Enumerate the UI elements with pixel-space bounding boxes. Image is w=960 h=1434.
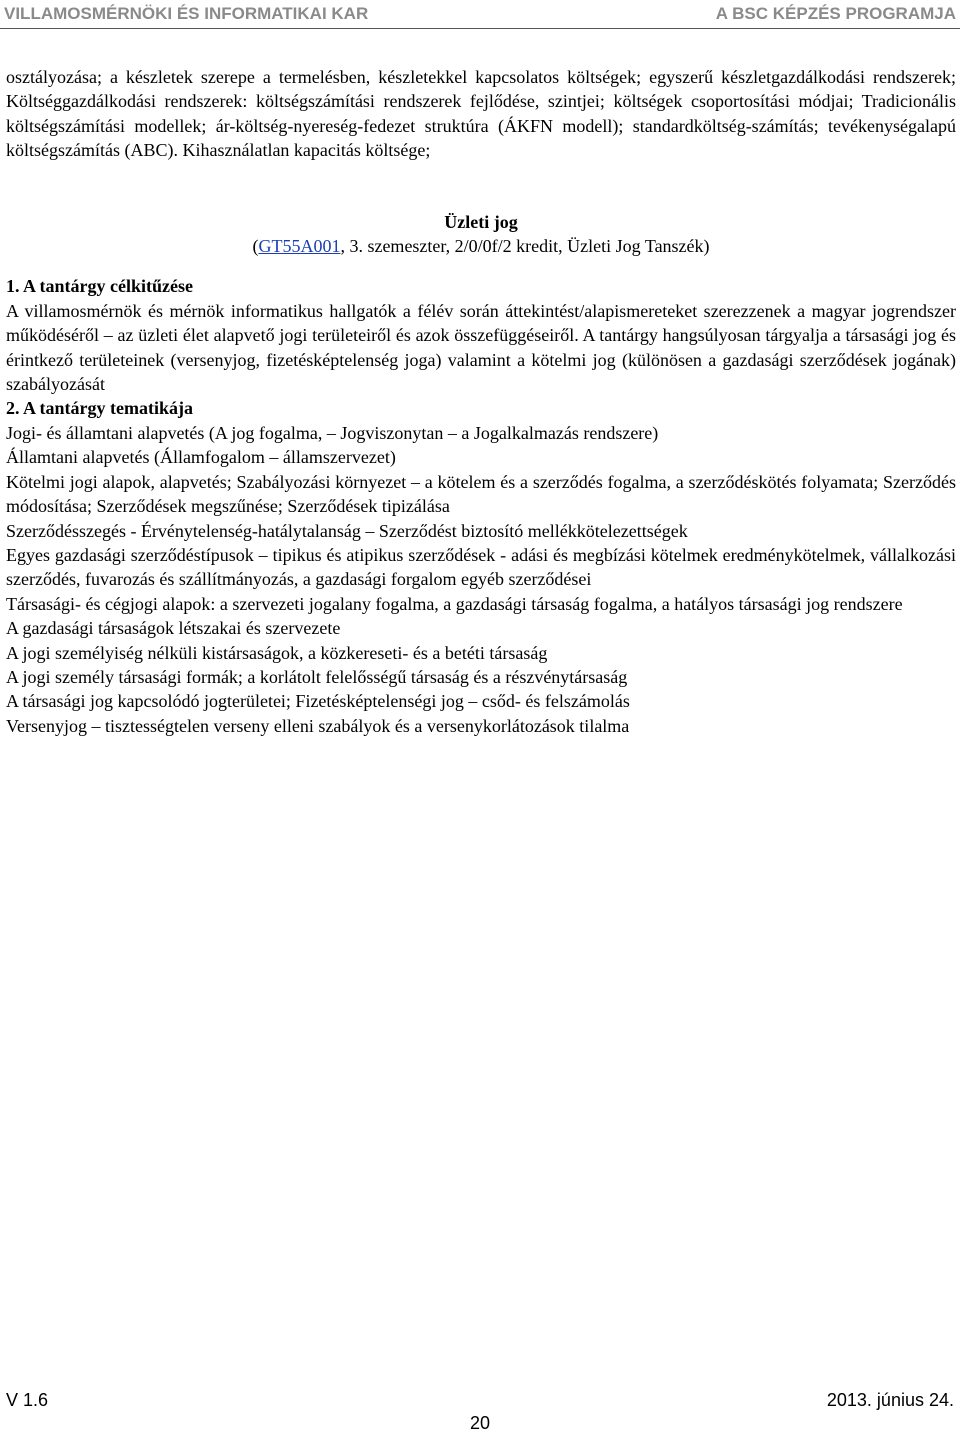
course-code-link[interactable]: GT55A001 <box>258 236 341 257</box>
topics-heading: 2. A tantárgy tematikája <box>6 398 193 419</box>
topic-item: Államtani alapvetés (Államfogalom – államszervezet) <box>6 447 396 468</box>
continued-paragraph: osztályozása; a készletek szerepe a termelésben, készletekkel kapcsolatos költségek; egyszerű készletgazdálkodási rendszerek; Költséggazdálkodási rendszerek: költségszámítási rendszerek fejlődése, szintjei; költségek csoportosítási módjai; Tradicionális költségszámítási modellek; ár-költség-nyereség-fedezet struktúra (ÁKFN modell); standardköltség-számítás; tevékenységalapú költségszámítás (ABC). Kihasználatlan kapacitás költsége; <box>6 67 956 161</box>
topic-item: Szerződésszegés - Érvénytelenség-hatálytalanság – Szerződést biztosító mellékkötelezettségek <box>6 520 688 541</box>
topic-item: A jogi személy társasági formák; a korlátolt felelősségű társaság és a részvénytársaság <box>6 666 628 687</box>
page-header <box>0 0 960 29</box>
topic-item: Társasági- és cégjogi alapok: a szervezeti jogalany fogalma, a gazdasági társaság fogalma, a hatályos társasági jog rendszere <box>6 593 903 614</box>
document-version: V 1.6 <box>6 1390 49 1410</box>
topic-item: Versenyjog – tisztességtelen verseny elleni szabályok és a versenykorlátozások tilalma <box>6 715 630 736</box>
page-footer <box>0 1386 960 1433</box>
topic-item: A társasági jog kapcsolódó jogterületei; Fizetésképtelenségi jog – csőd- és felszámolás <box>6 691 630 712</box>
goal-heading: 1. A tantárgy célkitűzése <box>6 276 193 297</box>
course-paren: ( <box>252 236 259 257</box>
course-meta <box>6 234 956 258</box>
topic-item: Jogi- és államtani alapvetés (A jog fogalma, – Jogviszonytan – a Jogalkalmazás rendszere) <box>6 422 659 443</box>
document-date: 2013. június 24. <box>826 1390 954 1410</box>
topic-item: A gazdasági társaságok létszakai és szervezete <box>6 618 341 639</box>
document-body <box>6 65 956 738</box>
topic-item: Kötelmi jogi alapok, alapvetés; Szabályozási környezet – a kötelem és a szerződés fogalma, a szerződéskötés folyamata; Szerződés módosítása; Szerződések megszűnése; Szerződések tipizálása <box>6 471 956 517</box>
header-program: A BSC KÉPZÉS PROGRAMJA <box>715 4 956 23</box>
goal-text: A villamosmérnök és mérnök informatikus hallgatók a félév során áttekintést/alapismereteket szerezzenek a magyar jogrendszer működéséről – az üzleti élet alapvető jogi területeiről és azok összefüggéseiről. A tantárgy hangsúlyosan tárgyalja a társasági jog és érintkező területeinek (versenyjog, fizetésképtelenség joga) valamint a kötelmi jog (különösen a gazdasági szerződések jogának) szabályozását <box>6 300 956 395</box>
course-details: , 3. szemeszter, 2/0/0f/2 kredit, Üzleti Jog Tanszék) <box>340 236 710 257</box>
course-title: Üzleti jog <box>444 211 518 232</box>
topic-item: Egyes gazdasági szerződéstípusok – tipikus és atipikus szerződések - adási és megbízási kötelmek eredménykötelmek, vállalkozási szerződés, fuvarozás és szállítmányozás, a gazdasági forgalom egyéb szerződései <box>6 544 956 590</box>
topic-item: A jogi személyiség nélküli kistársaságok, a közkereseti- és a betéti társaság <box>6 642 548 663</box>
page-number: 20 <box>469 1413 491 1433</box>
header-faculty: VILLAMOSMÉRNÖKI ÉS INFORMATIKAI KAR <box>4 4 369 23</box>
